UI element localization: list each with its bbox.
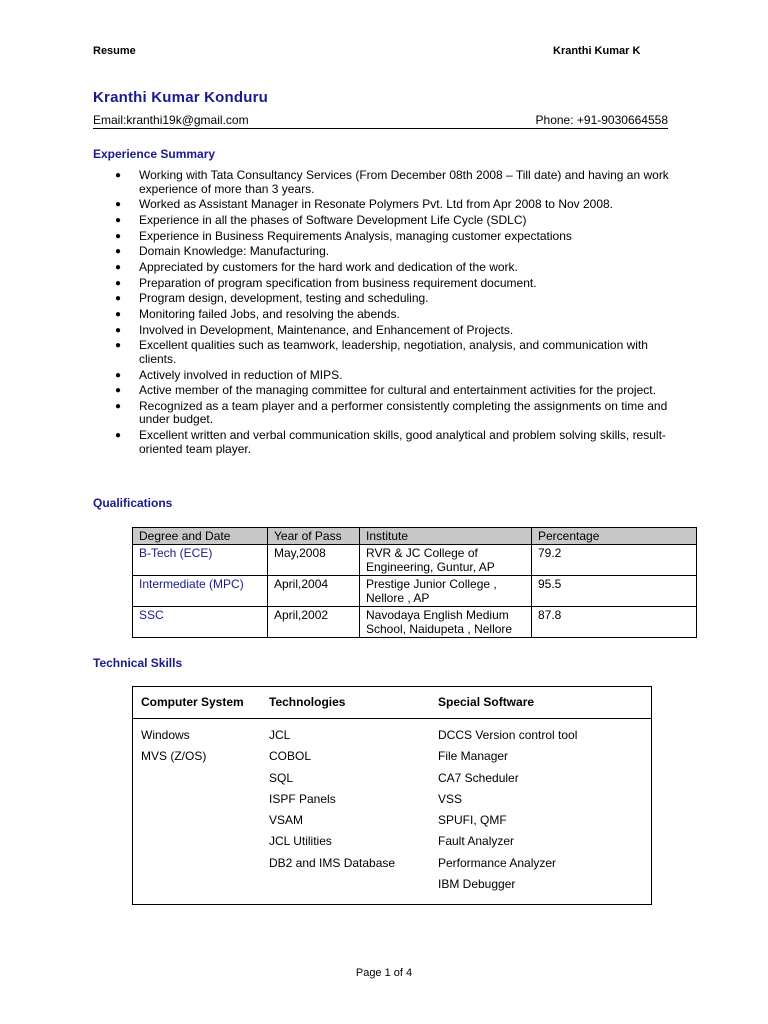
degree: B-Tech (ECE) xyxy=(133,545,268,576)
list-item-text: Active member of the managing committee for cultural and entertainment activities for the project. xyxy=(139,383,656,398)
list-item xyxy=(112,292,672,306)
list-item-text: Experience in all the phases of Software Development Life Cycle (SDLC) xyxy=(139,212,527,227)
col-degree: Degree and Date xyxy=(133,528,268,545)
table-row xyxy=(133,607,697,638)
list-item xyxy=(112,230,672,244)
list-item-text: Working with Tata Consultancy Services (From December 08th 2008 – Till date) and having an work experience of more than 3 years. xyxy=(139,168,669,196)
skill-item: DB2 and IMS Database xyxy=(269,855,396,870)
col-technologies: Technologies xyxy=(269,695,346,709)
special-software-list xyxy=(438,725,577,895)
qualifications-header-row xyxy=(133,528,697,545)
col-year: Year of Pass xyxy=(268,528,360,545)
bullet-icon: ● xyxy=(115,293,122,305)
experience-list xyxy=(112,169,672,458)
contact-line xyxy=(93,112,668,129)
institute: RVR & JC College of Engineering, Guntur, AP xyxy=(360,545,532,576)
list-item xyxy=(112,245,672,259)
skill-item: DCCS Version control tool xyxy=(438,728,578,742)
skill-item: CA7 Scheduler xyxy=(438,770,519,785)
email: Email:kranthi19k@gmail.com xyxy=(93,113,249,127)
list-item xyxy=(112,339,672,366)
header-left: Resume xyxy=(93,45,136,57)
institute: Navodaya English Medium School, Naidupeta , Nellore xyxy=(360,607,532,638)
qualifications-title: Qualifications xyxy=(93,496,173,510)
list-item-text: Excellent qualities such as teamwork, leadership, negotiation, analysis, and communication with clients. xyxy=(139,338,648,366)
list-item-text: Appreciated by customers for the hard work and dedication of the work. xyxy=(139,259,518,274)
bullet-icon: ● xyxy=(115,430,122,442)
institute: Prestige Junior College , Nellore , AP xyxy=(360,576,532,607)
skill-item: SPUFI, QMF xyxy=(438,813,507,828)
percentage: 79.2 xyxy=(532,545,697,576)
skill-item: JCL xyxy=(269,728,291,742)
skills-header-row xyxy=(133,687,651,719)
list-item xyxy=(112,198,672,212)
bullet-icon: ● xyxy=(115,246,122,258)
list-item-text: Actively involved in reduction of MIPS. xyxy=(139,367,343,382)
list-item xyxy=(112,308,672,322)
skill-item: JCL Utilities xyxy=(269,834,332,849)
bullet-icon: ● xyxy=(115,170,122,181)
list-item-text: Involved in Development, Maintenance, and Enhancement of Projects. xyxy=(139,322,514,337)
list-item xyxy=(112,384,672,398)
bullet-icon: ● xyxy=(115,277,122,289)
year: April,2004 xyxy=(268,576,360,607)
header-right: Kranthi Kumar K xyxy=(553,45,641,57)
list-item-text: Recognized as a team player and a performer consistently completing the assignments on time and under budget. xyxy=(139,398,668,427)
percentage: 87.8 xyxy=(532,607,697,638)
experience-title: Experience Summary xyxy=(93,147,216,161)
skills-title: Technical Skills xyxy=(93,656,183,670)
bullet-icon: ● xyxy=(115,261,122,273)
skill-item: File Manager xyxy=(438,749,509,764)
bullet-icon: ● xyxy=(115,214,122,226)
bullet-icon: ● xyxy=(115,309,122,320)
bullet-icon: ● xyxy=(115,230,122,242)
table-row xyxy=(133,545,697,576)
list-item-text: Excellent written and verbal communication skills, good analytical and problem solving skills, result-oriented team player. xyxy=(139,428,666,456)
list-item xyxy=(112,214,672,228)
degree: Intermediate (MPC) xyxy=(133,576,268,607)
bullet-icon: ● xyxy=(115,199,122,211)
page-number: Page 1 of 4 xyxy=(355,967,413,979)
bullet-icon: ● xyxy=(115,400,122,412)
col-special-software: Special Software xyxy=(438,695,535,709)
list-item-text: Preparation of program specification from business requirement document. xyxy=(139,275,537,290)
table-row xyxy=(133,576,697,607)
bullet-icon: ● xyxy=(115,324,122,336)
skill-item: VSAM xyxy=(269,813,304,828)
skill-item: Fault Analyzer xyxy=(438,834,515,849)
bullet-icon: ● xyxy=(115,385,122,397)
skill-item: Performance Analyzer xyxy=(438,855,557,870)
skill-item: MVS (Z/OS) xyxy=(141,749,207,764)
computer-system-list xyxy=(141,725,206,768)
skills-table xyxy=(132,686,652,905)
col-percentage: Percentage xyxy=(532,528,697,545)
bullet-icon: ● xyxy=(115,340,122,352)
skill-item: Windows xyxy=(141,728,190,742)
list-item xyxy=(112,324,672,338)
list-item-text: Program design, development, testing and scheduling. xyxy=(139,291,429,306)
skill-item: VSS xyxy=(438,791,463,806)
skill-item: SQL xyxy=(269,770,294,785)
year: May,2008 xyxy=(268,545,360,576)
list-item-text: Monitoring failed Jobs, and resolving the abends. xyxy=(139,307,400,321)
list-item xyxy=(112,429,672,456)
list-item-text: Worked as Assistant Manager in Resonate Polymers Pvt. Ltd from Apr 2008 to Nov 2008. xyxy=(139,197,614,212)
col-institute: Institute xyxy=(360,528,532,545)
list-item xyxy=(112,369,672,383)
qualifications-table xyxy=(132,527,697,638)
list-item-text: Experience in Business Requirements Analysis, managing customer expectations xyxy=(139,228,572,243)
percentage: 95.5 xyxy=(532,576,697,607)
skill-item: IBM Debugger xyxy=(438,877,516,892)
list-item xyxy=(112,261,672,275)
list-item xyxy=(112,169,672,196)
list-item xyxy=(112,277,672,291)
col-computer-system: Computer System xyxy=(141,695,244,709)
year: April,2002 xyxy=(268,607,360,638)
degree: SSC xyxy=(133,607,268,638)
technologies-list xyxy=(269,725,395,874)
list-item-text: Domain Knowledge: Manufacturing. xyxy=(139,244,330,259)
skill-item: ISPF Panels xyxy=(269,791,336,806)
list-item xyxy=(112,400,672,427)
phone: Phone: +91-9030664558 xyxy=(535,113,668,127)
skill-item: COBOL xyxy=(269,749,312,764)
candidate-name: Kranthi Kumar Konduru xyxy=(93,89,269,106)
bullet-icon: ● xyxy=(115,369,122,381)
